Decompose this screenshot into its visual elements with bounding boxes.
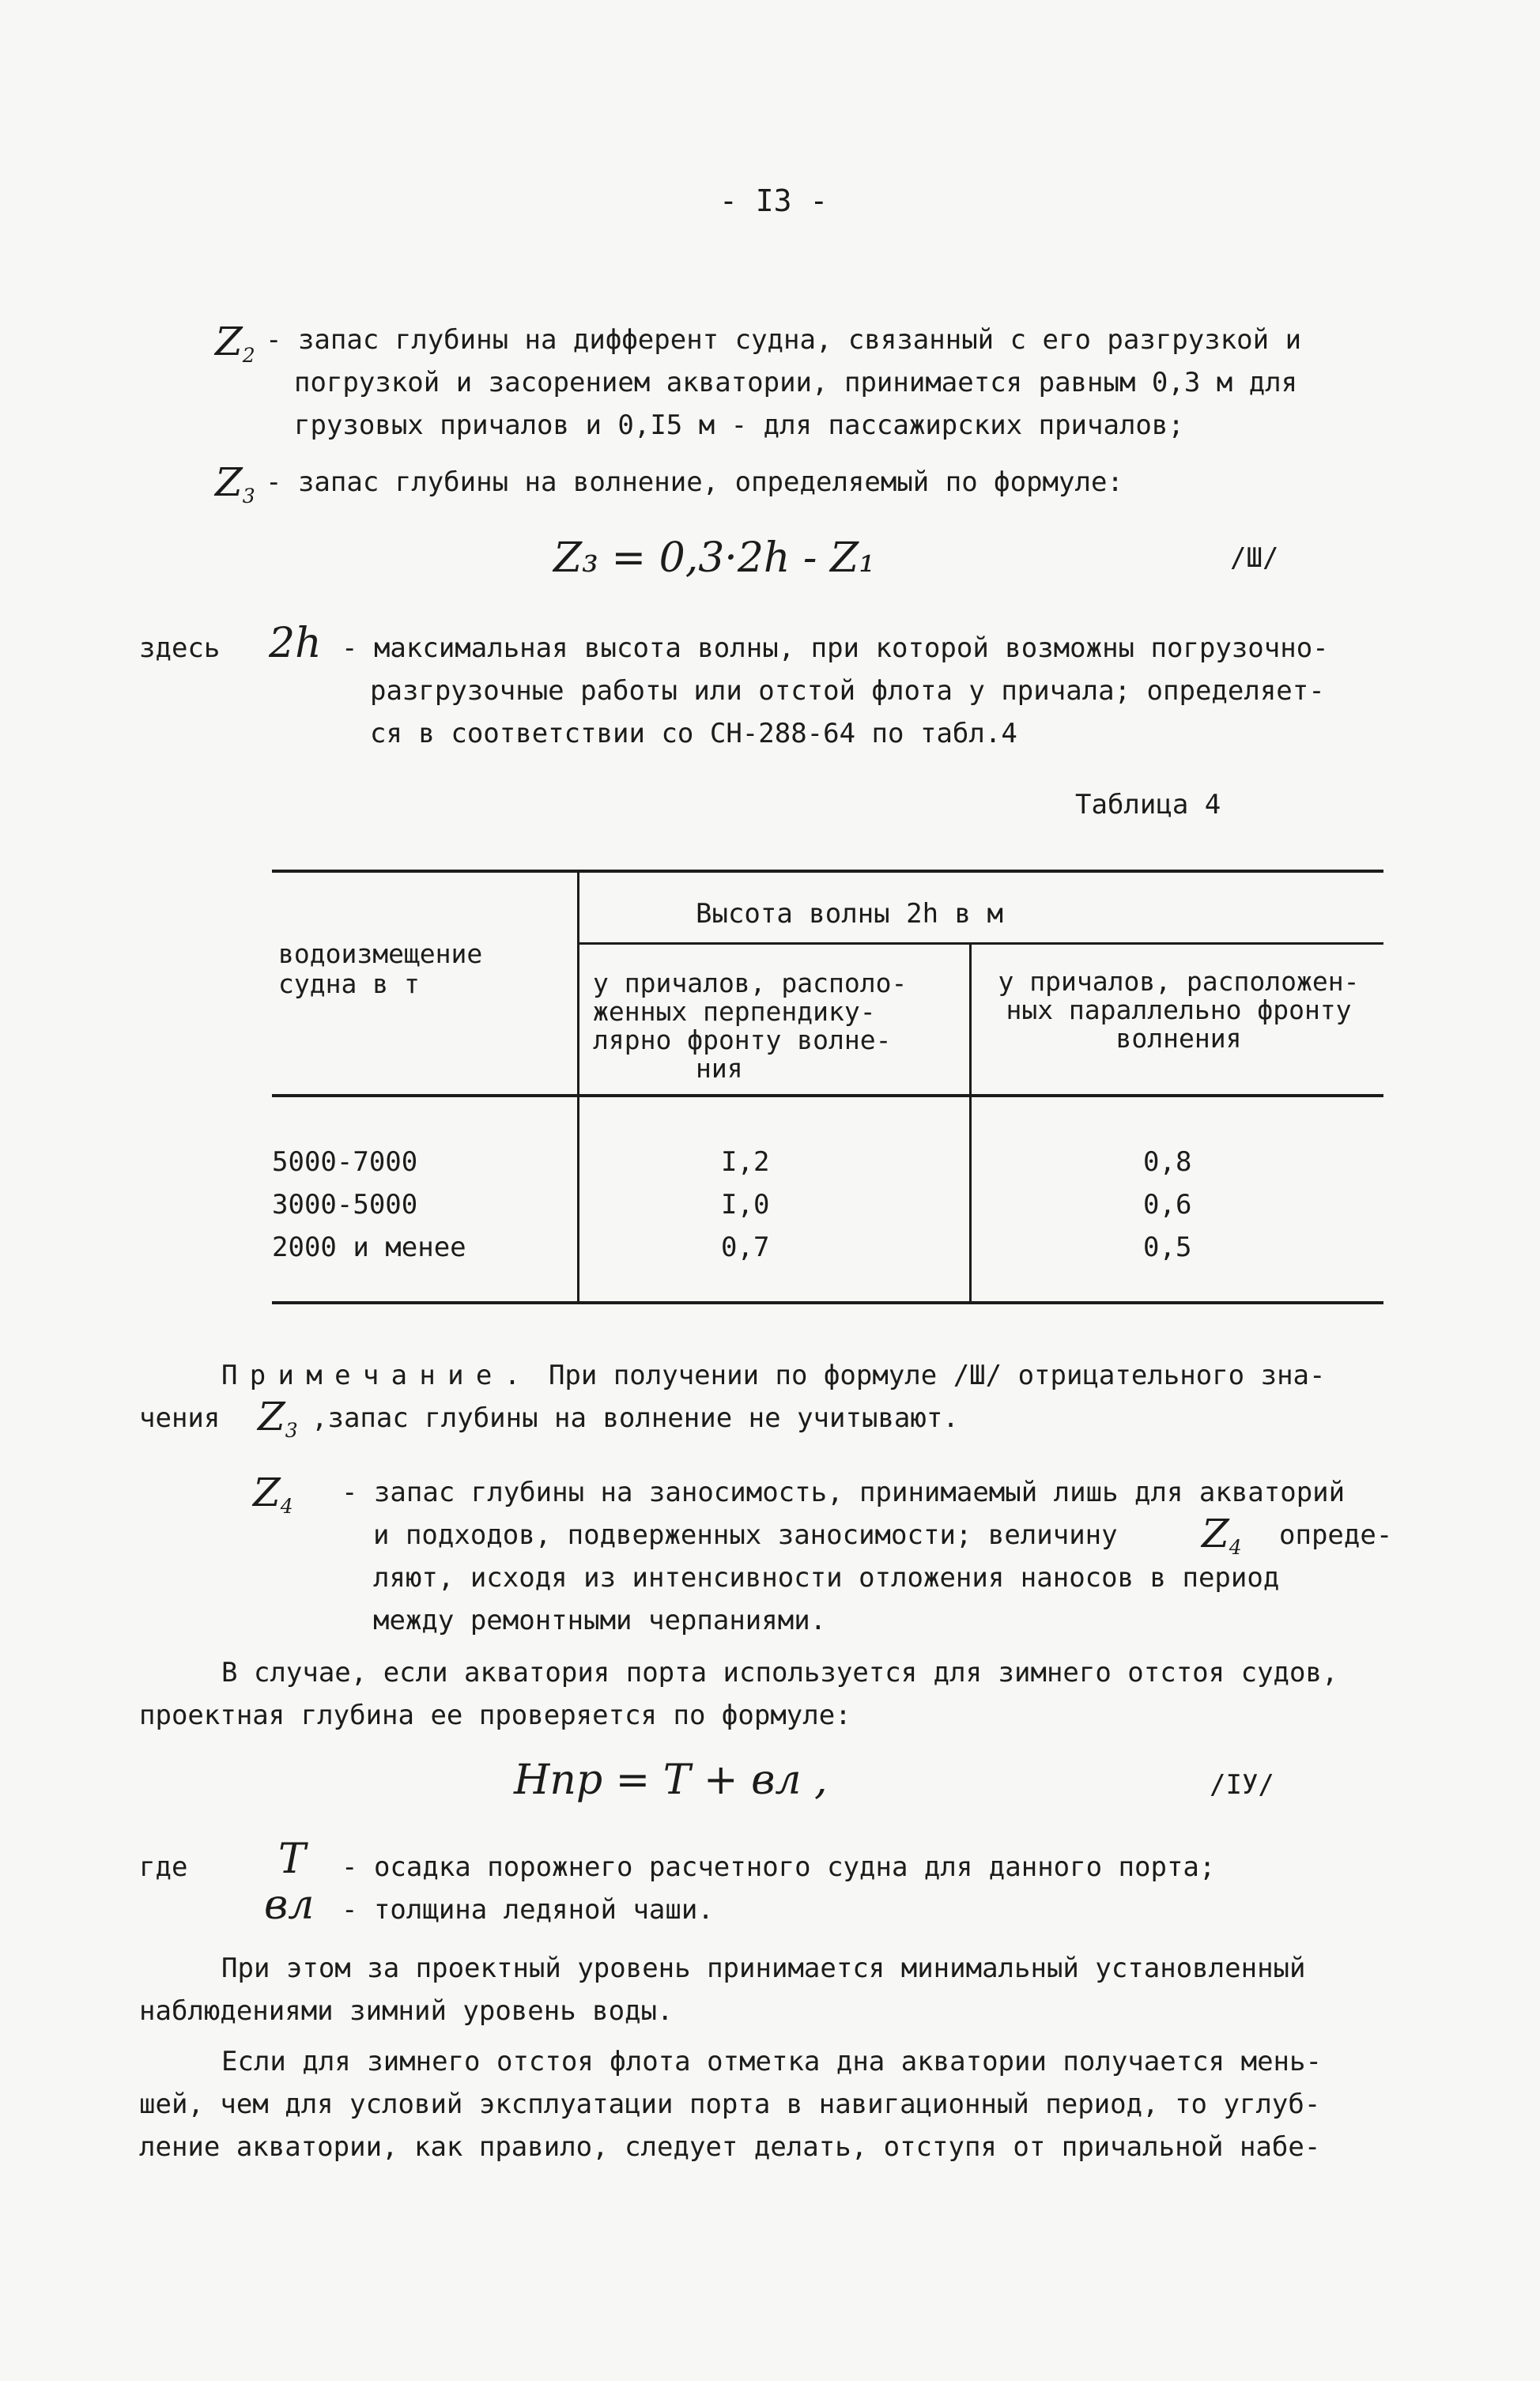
formula-3: Z₃ = 0,3·2h - Z₁ — [553, 534, 876, 582]
b-desc: - толщина ледяной чаши. — [342, 1894, 714, 1926]
table-header-rule — [272, 1094, 1383, 1097]
para3-line-2: шей, чем для условий эксплуатации порта в навигационный период, то углуб- — [139, 2089, 1321, 2120]
z2-line-3: грузовых причалов и 0,I5 м - для пассажирских причалов; — [294, 409, 1184, 441]
z4-inline-symbol: $Z_4$ — [1202, 1511, 1242, 1559]
zdes-line-1: - максимальная высота волны, при которой возможны погрузочно- — [342, 632, 1329, 664]
t-desc: - осадка порожнего расчетного судна для данного порта; — [342, 1851, 1216, 1883]
winter-line-1: В случае, если акватория порта используется для зимнего отстоя судов, — [221, 1657, 1338, 1689]
para2-line-1: При этом за проектный уровень принимается минимальный установленный — [221, 1953, 1306, 1984]
col-parallel-header: у причалов, расположен- ных параллельно фронту волнения — [998, 966, 1360, 1054]
formula-3-label: /Ш/ — [1230, 542, 1279, 574]
z4-line-3: ляют, исходя из интенсивности отложения наносов в период — [373, 1562, 1280, 1594]
table-group-rule — [577, 942, 1383, 945]
t-symbol: T — [278, 1836, 306, 1883]
z4-line-2a: и подходов, подверженных заносимости; величину — [373, 1519, 1118, 1551]
table-bottom-rule — [272, 1301, 1383, 1304]
page-number: - I3 - — [719, 183, 829, 218]
para3-line-1: Если для зимнего отстоя флота отметка дна акватории получается мень- — [221, 2046, 1322, 2077]
row-1-par: 0,8 — [1143, 1146, 1192, 1178]
zdes-line-3: ся в соответствии со СН-288-64 по табл.4 — [370, 718, 1017, 749]
row-3-perp: 0,7 — [721, 1232, 770, 1263]
row-1-perp: I,2 — [721, 1146, 770, 1178]
col-displacement-header: водоизмещение судна в т — [278, 938, 483, 999]
para3-line-3: ление акватории, как правило, следует делать, отступя от причальной набе- — [139, 2131, 1321, 2163]
group-header-wave-height: Высота волны 2h в м — [696, 898, 1003, 930]
note-label: Примечание. — [221, 1360, 533, 1391]
row-2-displacement: 3000-5000 — [272, 1189, 418, 1221]
note-z3-symbol: $Z_3$ — [258, 1394, 298, 1442]
row-1-displacement: 5000-7000 — [272, 1146, 418, 1178]
z4-symbol: $Z_4$ — [253, 1470, 293, 1518]
formula-4: Hпр = T + вл , — [514, 1757, 828, 1804]
winter-line-2: проектная глубина ее проверяется по формуле: — [139, 1700, 851, 1731]
row-3-par: 0,5 — [1143, 1232, 1192, 1263]
col-perpendicular-header: у причалов, располо- женных перпендику- лярно фронту волне- ния — [593, 968, 908, 1084]
where-word: где — [139, 1851, 188, 1883]
z2-line-2: погрузкой и засорением акватории, принимается равным 0,3 м для — [294, 367, 1298, 398]
z4-line-2b: опреде- — [1279, 1519, 1393, 1551]
z3-line: - запас глубины на волнение, определяемый по формуле: — [266, 466, 1123, 498]
para2-line-2: наблюдениями зимний уровень воды. — [139, 1995, 674, 2027]
note-line-2-rest: ,запас глубины на волнение не учитывают. — [311, 1402, 959, 1434]
row-2-perp: I,0 — [721, 1189, 770, 1221]
z4-line-1: - запас глубины на заносимость, принимаемый лишь для акваторий — [342, 1477, 1346, 1508]
table-vline-2 — [969, 944, 972, 1303]
note-line-2-start: чения — [139, 1402, 221, 1434]
formula-4-label: /IУ/ — [1210, 1769, 1274, 1801]
z4-line-4: между ремонтными черпаниями. — [373, 1605, 827, 1636]
z2-line-1: - запас глубины на дифферент судна, связанный с его разгрузкой и — [266, 324, 1302, 356]
row-2-par: 0,6 — [1143, 1189, 1192, 1221]
zdes-word: здесь — [139, 632, 221, 664]
table-top-rule — [272, 870, 1383, 873]
table-vline-1 — [577, 870, 579, 1303]
z3-symbol: $Z_3$ — [215, 459, 255, 508]
z2-symbol: $Z_2$ — [215, 319, 255, 367]
note-line-1: Примечание. При получении по формуле /Ш/ отрицательного зна- — [221, 1360, 1326, 1391]
symbol-2h: 2h — [269, 620, 322, 667]
row-3-displacement: 2000 и менее — [272, 1232, 466, 1263]
zdes-line-2: разгрузочные работы или отстой флота у причала; определяет- — [370, 675, 1325, 707]
b-symbol: вл — [264, 1881, 315, 1929]
table-caption: Таблица 4 — [1075, 789, 1221, 821]
